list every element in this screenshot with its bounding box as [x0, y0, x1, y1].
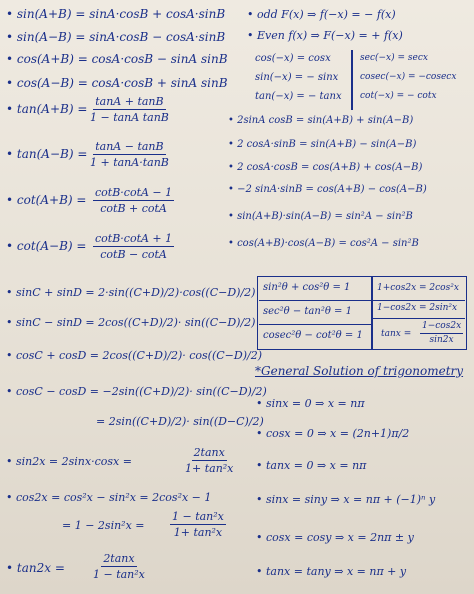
odd-function-rule: • odd F(x) ⇒ f(−x) = − f(x) [247, 8, 396, 21]
identity-box-rule-4 [373, 318, 465, 319]
identity-box-rule-1 [259, 300, 371, 301]
tan-sum-lhs: • tan(A+B) = [6, 102, 88, 116]
neg-angle-cosec: cosec(−x) = −cosecx [360, 72, 457, 82]
neg-angle-sec: sec(−x) = secx [360, 53, 428, 63]
general-solution-cos-zero: • cosx = 0 ⇒ x = (2n+1)π/2 [256, 427, 410, 440]
sin2x-lhs: • sin2x = 2sinx·cosx = [6, 455, 132, 468]
tan2x-fraction [93, 552, 145, 581]
tan2x-numerator: 2tanx [101, 552, 136, 567]
cot-diff-denominator: cotB − cotA [100, 248, 167, 262]
sum-to-product-sin-plus: • sinC + sinD = 2·sin((C+D)/2)·cos((C−D)/2) [6, 286, 256, 299]
sin-diff-formula: • sin(A−B) = sinA·cosB − cosA·sinB [6, 30, 226, 44]
product-formula-2: • 2 cosA·sinB = sin(A+B) − sin(A−B) [228, 139, 417, 150]
cos2x-fraction [170, 510, 226, 539]
double-angle-cos-plus: 1+cos2x = 2cos²x [377, 283, 459, 293]
sin2x-numerator: 2tanx [192, 446, 227, 461]
double-angle-cos-minus: 1−cos2x = 2sin²x [377, 303, 458, 313]
cot-sum-numerator: cotB·cotA − 1 [93, 186, 174, 201]
general-solution-sin-equal: • sinx = siny ⇒ x = nπ + (−1)ⁿ y [256, 493, 436, 506]
general-solution-heading: *General Solution of trigonometry [255, 364, 464, 378]
tan-sum-fraction [90, 95, 169, 124]
product-formula-5: • sin(A+B)·sin(A−B) = sin²A − sin²B [228, 211, 413, 222]
cot-sum-denominator: cotB + cotA [100, 202, 167, 216]
identity-box-rule-3 [373, 300, 465, 301]
cot-sum-fraction [93, 186, 174, 215]
sin-sum-formula: • sin(A+B) = sinA·cosB + cosA·sinB [6, 7, 226, 21]
tan2x-denominator: 1 − tan²x [93, 568, 145, 582]
product-formula-3: • 2 cosA·cosB = cos(A+B) + cos(A−B) [228, 162, 423, 173]
tan-half-fraction [420, 321, 463, 346]
identity-box-divider [371, 276, 373, 350]
tan-half-lhs: tanx = [381, 329, 412, 339]
tan-half-numerator: 1−cos2x [420, 321, 463, 334]
general-solution-cos-equal: • cosx = cosy ⇒ x = 2nπ ± y [256, 531, 414, 544]
sum-to-product-cos-plus: • cosC + cosD = 2cos((C+D)/2)· cos((C−D)/2) [6, 349, 262, 362]
even-function-rule: • Even f(x) ⇒ F(−x) = + f(x) [247, 29, 403, 42]
product-formula-6: • cos(A+B)·cos(A−B) = cos²A − sin²B [228, 238, 419, 249]
neg-angle-tan: tan(−x) = − tanx [255, 91, 342, 102]
tan-sum-numerator: tanA + tanB [93, 95, 165, 110]
cot-diff-numerator: cotB·cotA + 1 [93, 232, 174, 247]
cos2x-alt-lhs: = 1 − 2sin²x = [62, 519, 145, 532]
product-formula-1: • 2sinA cosB = sin(A+B) + sin(A−B) [228, 115, 414, 126]
tan-diff-lhs: • tan(A−B) = [6, 147, 88, 161]
general-solution-tan-equal: • tanx = tany ⇒ x = nπ + y [256, 565, 407, 578]
pythagorean-identity-2: sec²θ − tan²θ = 1 [263, 306, 352, 317]
general-solution-sin-zero: • sinx = 0 ⇒ x = nπ [256, 397, 365, 410]
neg-angle-divider [351, 50, 353, 110]
sin2x-fraction [185, 446, 233, 475]
tan-half-denominator: sin2x [429, 334, 454, 345]
identity-box-rule-2 [259, 324, 371, 325]
cos2x-numerator: 1 − tan²x [170, 510, 226, 525]
cos2x-denominator: 1+ tan²x [173, 526, 223, 540]
tan-sum-denominator: 1 − tanA tanB [90, 111, 169, 125]
pythagorean-identity-3: cosec²θ − cot²θ = 1 [263, 330, 363, 341]
sum-to-product-cos-minus: • cosC − cosD = −2sin((C+D)/2)· sin((C−D)/2) [6, 385, 267, 398]
general-solution-tan-zero: • tanx = 0 ⇒ x = nπ [256, 459, 367, 472]
neg-angle-cos: cos(−x) = cosx [255, 53, 331, 64]
cos-sum-formula: • cos(A+B) = cosA·cosB − sinA sinB [6, 52, 228, 66]
sin2x-denominator: 1+ tan²x [185, 462, 234, 476]
pythagorean-identity-1: sin²θ + cos²θ = 1 [263, 282, 351, 293]
tan-diff-numerator: tanA − tanB [93, 140, 165, 155]
cot-diff-fraction [93, 232, 174, 261]
sum-to-product-cos-minus-alt: = 2sin((C+D)/2)· sin((D−C)/2) [96, 415, 264, 428]
tan-diff-fraction [90, 140, 169, 169]
cos-diff-formula: • cos(A−B) = cosA·cosB + sinA sinB [6, 76, 228, 90]
sum-to-product-sin-minus: • sinC − sinD = 2cos((C+D)/2)· sin((C−D)/2) [6, 316, 256, 329]
cos2x-formula: • cos2x = cos²x − sin²x = 2cos²x − 1 [6, 491, 212, 504]
tan2x-lhs: • tan2x = [6, 561, 65, 575]
neg-angle-cot: cot(−x) = − cotx [360, 91, 437, 101]
product-formula-4: • −2 sinA·sinB = cos(A+B) − cos(A−B) [228, 184, 427, 195]
neg-angle-sin: sin(−x) = − sinx [255, 72, 339, 83]
cot-sum-lhs: • cot(A+B) = [6, 193, 87, 207]
tan-diff-denominator: 1 + tanA·tanB [90, 156, 169, 170]
cot-diff-lhs: • cot(A−B) = [6, 239, 87, 253]
